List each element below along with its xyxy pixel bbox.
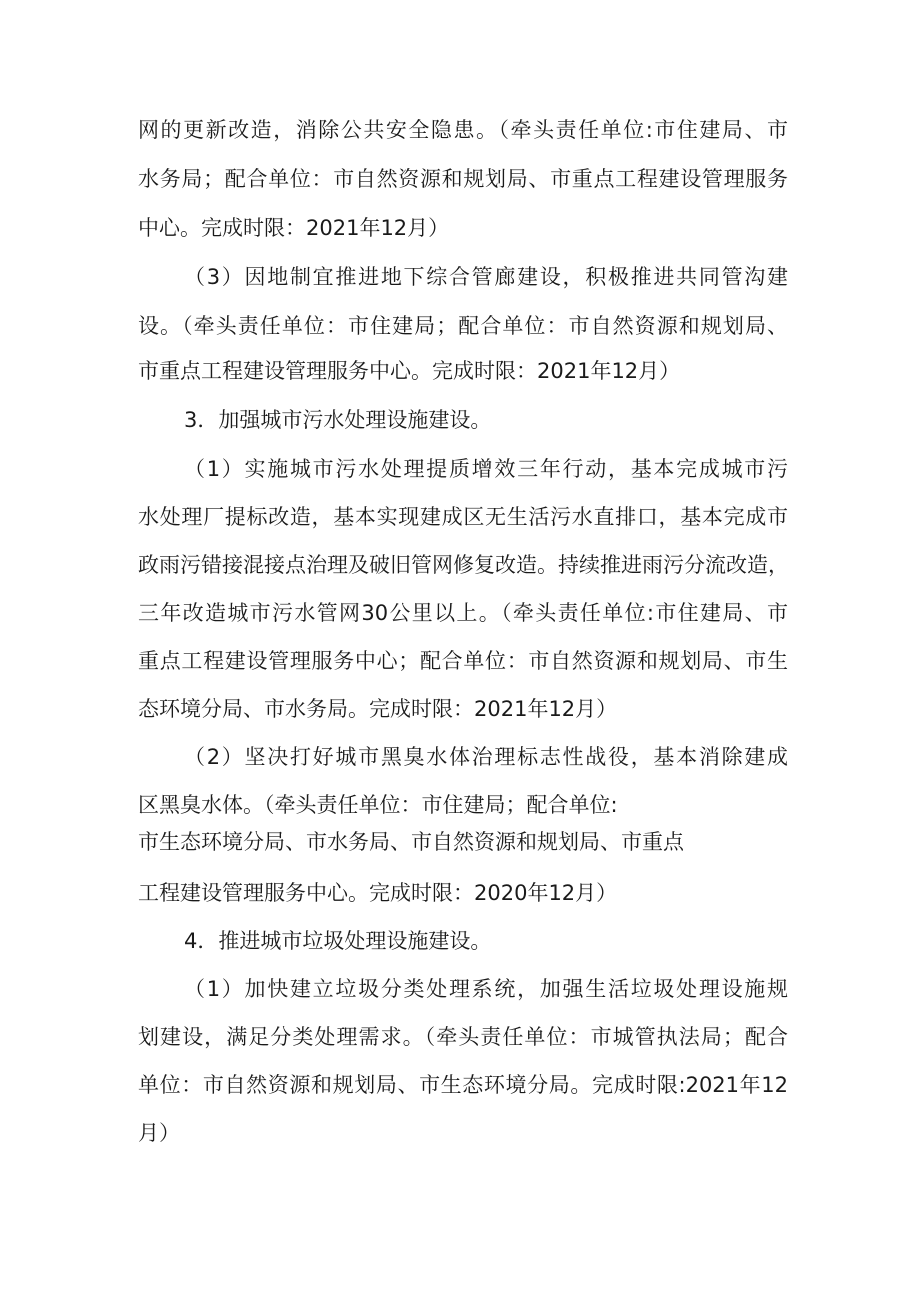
text-line: （3）因地制宜推进地下综合管廊建设，积极推进共同管沟建 xyxy=(184,265,788,289)
text-line: （1）加快建立垃圾分类处理系统，加强生活垃圾处理设施规 xyxy=(184,977,788,1001)
text-line: （2）坚决打好城市黑臭水体治理标志性战役，基本消除建成 xyxy=(184,745,788,769)
text-line: （1）实施城市污水处理提质增效三年行动，基本完成城市污 xyxy=(184,457,788,481)
text-line: 工程建设管理服务中心。完成时限：2020年12月） xyxy=(138,881,618,905)
text-line: 单位：市自然资源和规划局、市生态环境分局。完成时限:2021年12 xyxy=(138,1073,788,1097)
text-line: 水处理厂提标改造，基本实现建成区无生活污水直排口，基本完成市 xyxy=(138,505,788,529)
text-line: 市生态环境分局、市水务局、市自然资源和规划局、市重点 xyxy=(138,830,684,854)
text-line: 设。（牵头责任单位：市住建局；配合单位：市自然资源和规划局、 xyxy=(138,314,788,338)
section-heading: 4．推进城市垃圾处理设施建设。 xyxy=(184,929,492,953)
text-line: 月） xyxy=(138,1121,180,1145)
text-line: 中心。完成时限：2021年12月） xyxy=(138,216,450,240)
text-line: 划建设，满足分类处理需求。（牵头责任单位：市城管执法局；配合 xyxy=(138,1025,788,1049)
text-line: 网的更新改造，消除公共安全隐患。（牵头责任单位:市住建局、市 xyxy=(138,118,788,142)
text-line: 水务局；配合单位：市自然资源和规划局、市重点工程建设管理服务 xyxy=(138,167,788,191)
text-line: 重点工程建设管理服务中心；配合单位：市自然资源和规划局、市生 xyxy=(138,649,788,673)
text-line: 态环境分局、市水务局。完成时限：2021年12月） xyxy=(138,697,618,721)
text-line: 市重点工程建设管理服务中心。完成时限：2021年12月） xyxy=(138,359,681,383)
text-line: 区黑臭水体。（牵头责任单位：市住建局；配合单位: xyxy=(138,793,618,817)
section-heading: 3．加强城市污水处理设施建设。 xyxy=(184,408,492,432)
text-line: 政雨污错接混接点治理及破旧管网修复改造。持续推进雨污分流改造， xyxy=(138,553,789,577)
text-line: 三年改造城市污水管网30公里以上。（牵头责任单位:市住建局、市 xyxy=(138,601,788,625)
